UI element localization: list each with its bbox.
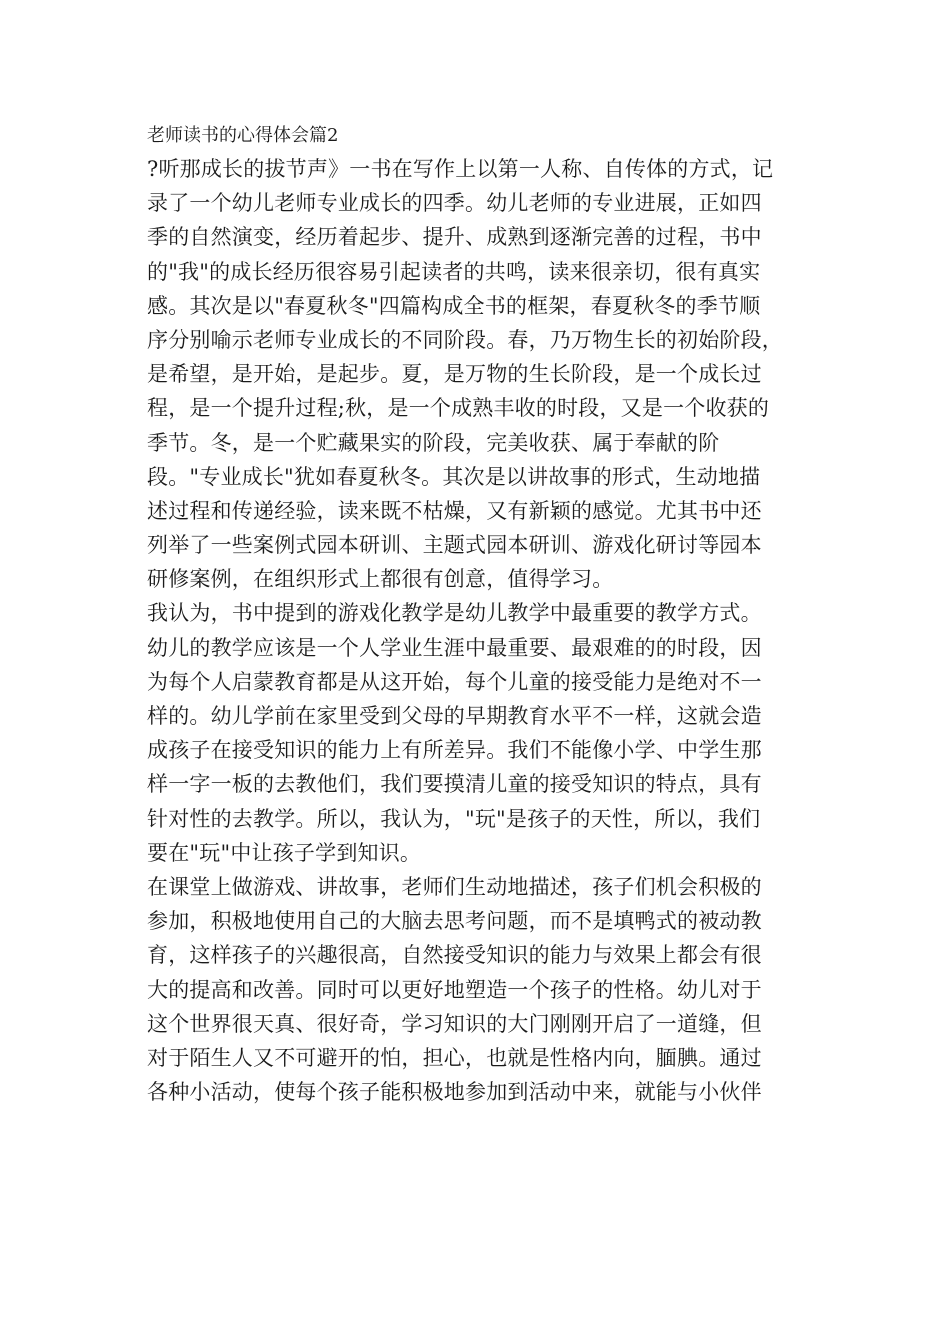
text-line: ?听那成长的拔节声》一书在写作上以第一人称、自传体的方式，记: [147, 157, 774, 181]
text-line: 程，是一个提升过程;秋，是一个成熟丰收的时段，又是一个收获的: [147, 396, 770, 421]
text-line: 这个世界很天真、很好奇，学习知识的大门刚刚开启了一道缝，但: [147, 1011, 762, 1036]
text-line: 述过程和传递经验，读来既不枯燥，又有新颖的感觉。尤其书中还: [147, 498, 762, 523]
text-line: 我认为，书中提到的游戏化教学是幼儿教学中最重要的教学方式。: [147, 601, 762, 626]
text-line: 录了一个幼儿老师专业成长的四季。幼儿老师的专业进展，正如四: [147, 191, 762, 216]
text-line: 对于陌生人又不可避开的怕，担心，也就是性格内向，腼腆。通过: [147, 1045, 762, 1070]
text-line: 序分别喻示老师专业成长的不同阶段。春，乃万物生长的初始阶段，: [147, 327, 783, 352]
text-line: 大的提高和改善。同时可以更好地塑造一个孩子的性格。幼儿对于: [147, 977, 762, 1002]
text-line: 季节。冬，是一个贮藏果实的阶段，完美收获、属于奉献的阶: [147, 430, 720, 455]
text-line: 育，这样孩子的兴趣很高，自然接受知识的能力与效果上都会有很: [147, 943, 762, 968]
text-line: 列举了一些案例式园本研训、主题式园本研训、游戏化研讨等园本: [147, 533, 762, 558]
text-line: 的"我"的成长经历很容易引起读者的共鸣，读来很亲切，很有真实: [147, 259, 761, 284]
text-line: 参加，积极地使用自己的大脑去思考问题，而不是填鸭式的被动教: [147, 909, 762, 934]
text-line: 季的自然演变，经历着起步、提升、成熟到逐渐完善的过程，书中: [147, 225, 762, 250]
text-line: 样的。幼儿学前在家里受到父母的早期教育水平不一样，这就会造: [147, 704, 762, 728]
text-line: 幼儿的教学应该是一个人学业生涯中最重要、最艰难的的时段，因: [147, 635, 762, 660]
document-body: [147, 120, 807, 1109]
text-line: 研修案例，在组织形式上都很有创意，值得学习。: [147, 567, 614, 592]
document-title: 老师读书的心得体会篇2: [147, 125, 339, 146]
text-line: 各种小活动，使每个孩子能积极地参加到活动中来，就能与小伙伴: [147, 1080, 762, 1105]
text-line: 针对性的去教学。所以，我认为，"玩"是孩子的天性，所以，我们: [147, 806, 761, 831]
text-line: 成孩子在接受知识的能力上有所差异。我们不能像小学、中学生那: [147, 738, 762, 763]
text-line: 在课堂上做游戏、讲故事，老师们生动地描述，孩子们机会积极的: [147, 874, 762, 899]
text-line: 要在"玩"中让孩子学到知识。: [147, 840, 422, 865]
text-line: 是希望，是开始，是起步。夏，是万物的生长阶段，是一个成长过: [147, 362, 762, 387]
text-line: 为每个人启蒙教育都是从这开始，每个儿童的接受能力是绝对不一: [147, 669, 762, 694]
text-line: 段。"专业成长"犹如春夏秋冬。其次是以讲故事的形式，生动地描: [147, 464, 761, 489]
text-line: 感。其次是以"春夏秋冬"四篇构成全书的框架，春夏秋冬的季节顺: [147, 293, 761, 318]
text-line: 样一字一板的去教他们，我们要摸清儿童的接受知识的特点，具有: [147, 772, 762, 797]
